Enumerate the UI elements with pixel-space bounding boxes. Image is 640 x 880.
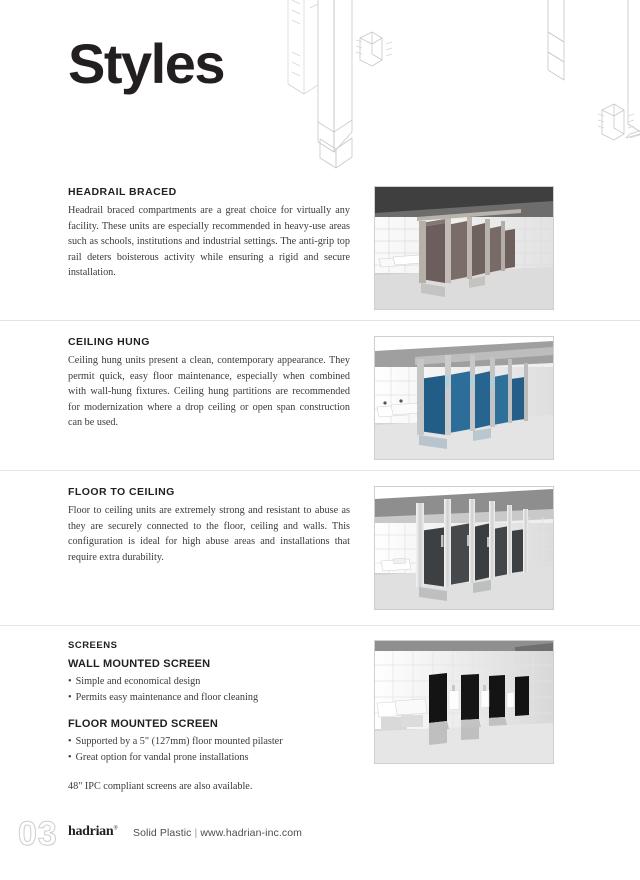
floor-mounted-screen-heading: FLOOR MOUNTED SCREEN [68, 718, 219, 731]
section-floor-to-ceiling [0, 486, 640, 606]
section-text-column [68, 486, 350, 565]
photo-floor-to-ceiling [374, 486, 554, 610]
section-ceiling-hung [0, 336, 640, 456]
floor-mounted-screen-bullets [68, 734, 350, 765]
screens-note: 48" IPC compliant screens are also available. [68, 781, 253, 793]
screens-heading: SCREENS [68, 640, 118, 651]
section-photo-column [374, 186, 554, 310]
spacer [68, 705, 350, 718]
wall-mounted-screen-heading: WALL MOUNTED SCREEN [68, 658, 211, 670]
hero-banner [0, 0, 640, 175]
section-photo-column [374, 336, 554, 460]
list-item: • Permits easy maintenance and floor cleaning [68, 690, 350, 706]
brand-name: hadrian [68, 824, 114, 839]
footer-separator: | [194, 827, 198, 839]
section-divider [0, 320, 640, 321]
section-divider [0, 470, 640, 471]
website-link[interactable]: www.hadrian-inc.com [200, 827, 303, 839]
list-item: • Simple and economical design [68, 674, 350, 690]
section-divider [0, 625, 640, 626]
photo-ceiling-hung [374, 336, 554, 460]
list-item: • Supported by a 5" (127mm) floor mounted pilaster [68, 734, 350, 750]
section-text-column [68, 186, 350, 281]
isometric-partition-line-drawing-icon [248, 0, 640, 177]
page-number: 03 [18, 815, 58, 853]
photo-screens [374, 640, 554, 764]
section-heading: CEILING HUNG [68, 336, 150, 348]
page-footer [0, 815, 640, 867]
section-text-column [68, 640, 350, 795]
product-line-label: Solid Plastic [133, 827, 192, 839]
section-text-column [68, 336, 350, 431]
section-body: Ceiling hung units present a clean, contemporary appearance. They permit quick, easy floor maintenance, especially when combined with wall-hung fixtures. Ceiling hung partitions are recommended for modernization where a drop ceiling or open span construction can be used. [68, 355, 350, 429]
section-photo-column [374, 640, 554, 764]
page-title: Styles [68, 32, 224, 95]
section-photo-column [374, 486, 554, 610]
section-heading: HEADRAIL BRACED [68, 186, 177, 198]
section-screens [0, 640, 640, 793]
section-heading: FLOOR TO CEILING [68, 486, 175, 498]
registered-trademark-icon: ® [113, 825, 118, 832]
section-headrail-braced [0, 186, 640, 306]
brand-wordmark [68, 824, 118, 840]
footer-info [133, 827, 302, 839]
wall-mounted-screen-bullets [68, 674, 350, 705]
list-item: • Great option for vandal prone installations [68, 750, 350, 766]
photo-headrail-braced [374, 186, 554, 310]
section-body: Headrail braced compartments are a great choice for virtually any facility. These units are especially recommended in heavy-use areas such as schools, institutions and industrial settings. The anti-grip top rail deters boisterous activity while ensuring a rigid and secure installation. [68, 205, 350, 279]
section-body: Floor to ceiling units are extremely strong and resistant to abuse as they are securely connected to the floor, ceiling and walls. This configuration is ideal for high abuse areas and installations that require extra durability. [68, 505, 350, 563]
